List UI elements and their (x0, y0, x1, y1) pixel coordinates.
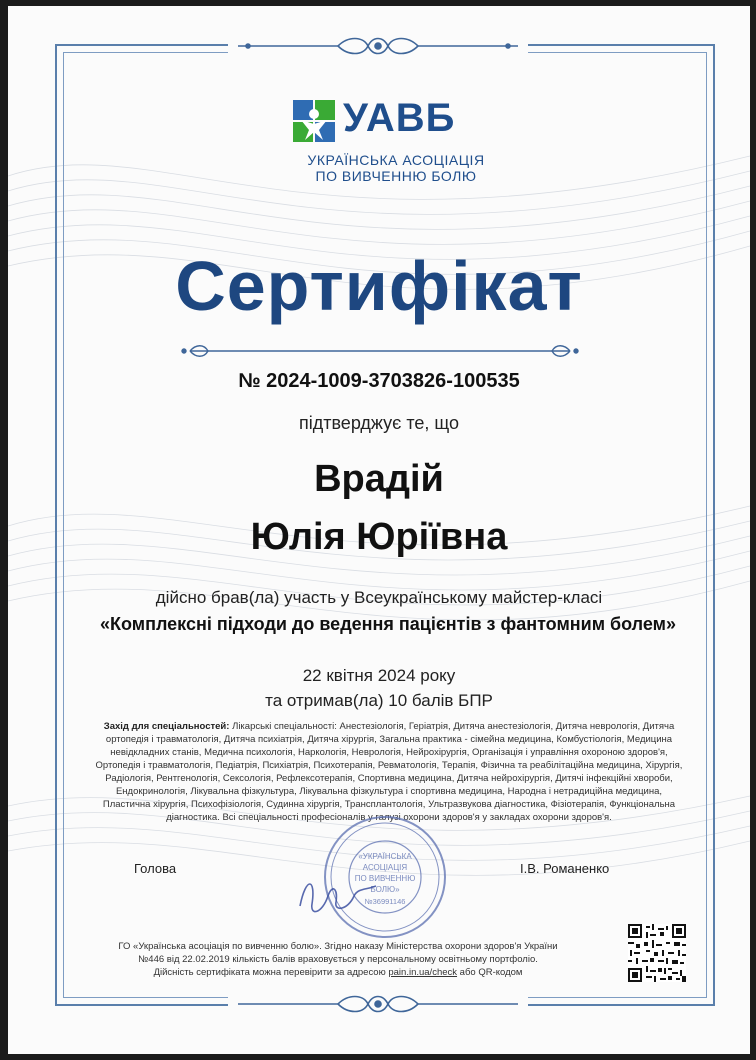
top-ornament (228, 34, 528, 58)
specialties-block (94, 720, 684, 824)
confirms-text: підтверджує те, що (298, 413, 460, 433)
head-name: І.В. Романенко (520, 861, 610, 876)
verification-link[interactable]: pain.in.ua/check (388, 967, 458, 978)
footer-line3 (68, 966, 608, 979)
footer-check-prefix: Дійсність сертифіката можна перевірити за адресою (153, 967, 386, 978)
bottom-ornament (228, 992, 528, 1016)
recipient-surname: Врадій (314, 458, 444, 500)
logo-emblem-icon (293, 100, 335, 142)
head-label: Голова (134, 861, 177, 876)
footer-line1: ГО «Українська асоціація по вивченню болю». Згідно наказу Міністерства охорони здоров'я України (118, 941, 558, 952)
logo-subtitle-line1: УКРАЇНСЬКА АСОЦІАЦІЯ (307, 152, 485, 168)
certificate-sheet (8, 6, 750, 1054)
event-date: 22 квітня 2024 року (302, 666, 456, 685)
seal-line3: ПО ВИВЧЕННЮ (354, 874, 416, 883)
seal-number: №36991146 (364, 897, 406, 906)
logo-subtitle (271, 152, 521, 184)
handwritten-signature (292, 866, 382, 926)
uavb-logo (293, 96, 513, 190)
specialties-label: Захід для спеціальностей: (103, 721, 230, 732)
footer-notice (68, 940, 608, 979)
points-awarded: та отримав(ла) 10 балів БПР (265, 691, 493, 710)
footer-line2: №446 від 22.02.2019 кількість балів враховується у персональному освітньому портфоліо. (138, 954, 538, 965)
certificate-title: Сертифікат (175, 247, 583, 325)
participation-text: дійсно брав(ла) участь у Всеукраїнському майстер-класі (155, 588, 603, 607)
seal-line2: АСОЦІАЦІЯ (362, 863, 408, 872)
recipient-given-names: Юлія Юріївна (250, 516, 508, 558)
title-divider (180, 342, 580, 360)
logo-subtitle-line2: ПО ВИВЧЕННЮ БОЛЮ (315, 168, 477, 184)
seal-line4: БОЛЮ» (370, 885, 400, 894)
specialties-text: Лікарські спеціальності: Анестезіологія, Геріатрія, Дитяча анестезіологія, Дитяча неврологія, Дитяча ортопедія і травматологія, Дитяча психіатрія, Дитяча хірургія, Загальна практика - сімейна медицина, Комбустіологія, Медицина невідкладних станів, Медична психологія, Наркологія, Неврологія, Нейрохірургія, Організація і управління охороною здоров'я, Ортопедія і травматологія, Педіатрія, Психіатрія, Психотерапія, Ревматологія, Терапія, Фізична та реабілітаційна медицина, Хірургія, Радіологія, Рентгенологія, Сексологія, Рефлексотерапія, Спортивна медицина, Дитяча нейрохірургія, Дитячі інфекційні хвороби, Ендокринологія, Лікувальна фізкультура, Лікувальна фізкультура і спортивна медицина, Народна і нетрадиційна медицина, Пластична хірургія, Психофізіологія, Судинна хірургія, Трансплантологія, Ультразвукова діагностика, Фізіотерапія, Функціональна діагностика. Всі спеціальності професіоналів у галузі охорони здоров'я у закладах охорони здоров'я. (95, 721, 683, 823)
footer-check-suffix: або QR-кодом (459, 967, 523, 978)
certificate-number: № 2024-1009-3703826-100535 (238, 370, 520, 392)
seal-line1: «УКРАЇНСЬКА (358, 852, 412, 861)
logo-name: УАВБ (343, 96, 456, 140)
qr-code-icon[interactable] (628, 924, 686, 982)
course-title: «Комплексні підходи до ведення пацієнтів з фантомним болем» (100, 614, 676, 634)
